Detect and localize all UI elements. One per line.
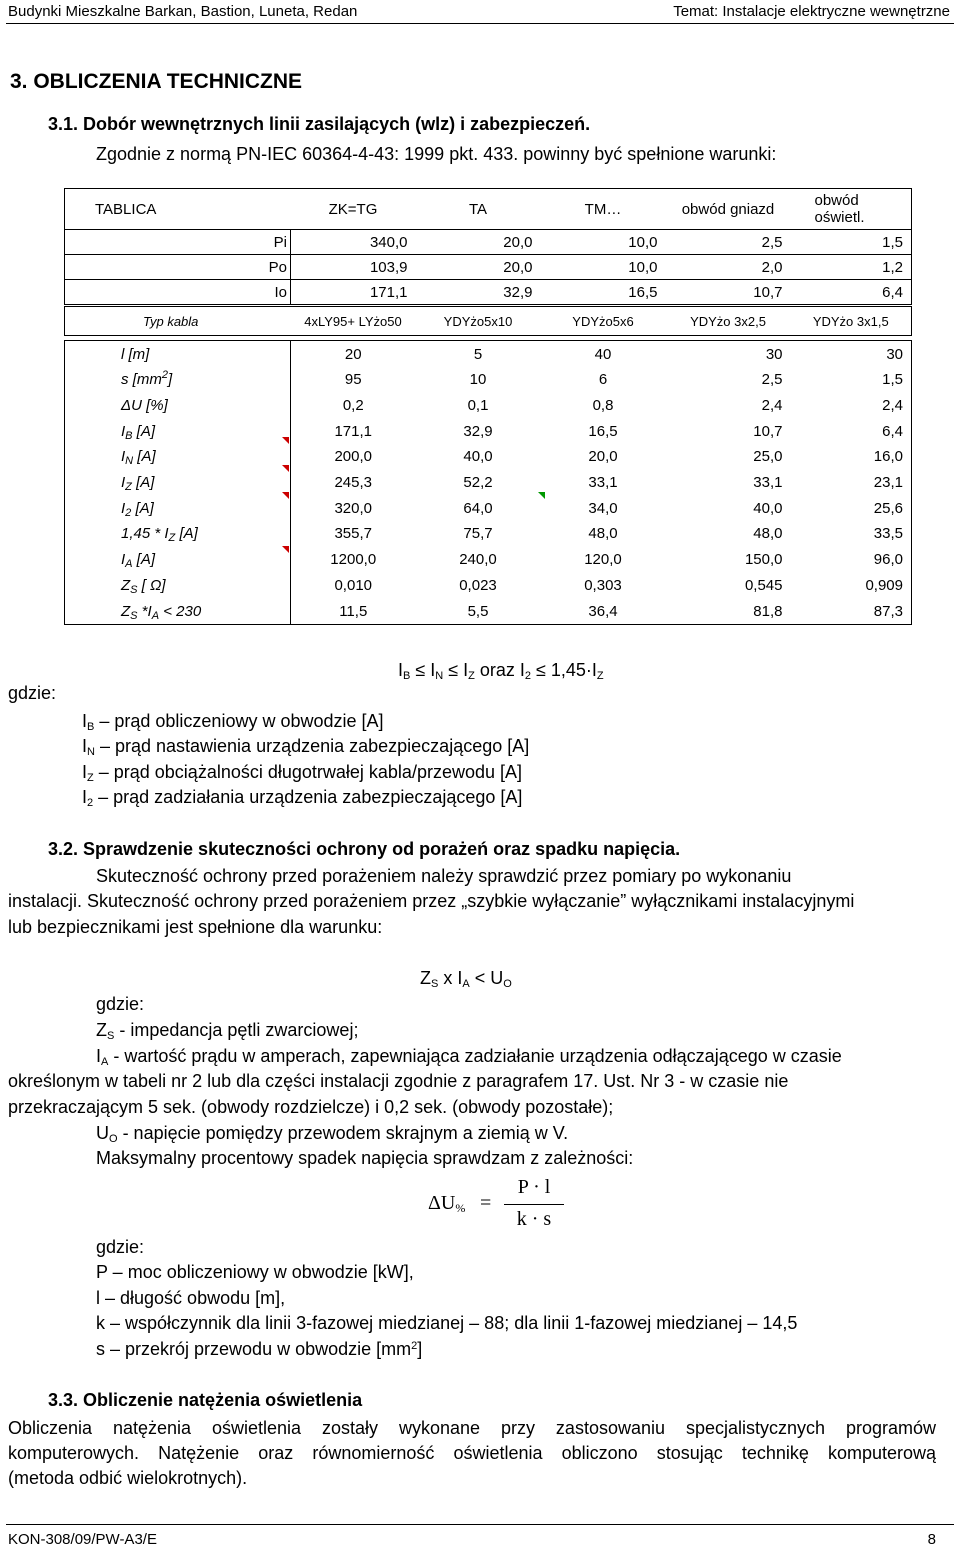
cell: 0,023 <box>459 576 497 594</box>
subsection-title: 3.3. Obliczenie natężenia oświetlenia <box>48 1390 363 1410</box>
row-label: Pi <box>273 233 287 251</box>
cell: 40,0 <box>753 499 783 517</box>
cell: 0,2 <box>291 393 416 419</box>
row-label: $Z_S$ [ Ω] <box>121 576 166 596</box>
header-right: Temat: Instalacje elektryczne wewnętrzne <box>673 3 950 20</box>
cell: 0,010 <box>291 573 416 599</box>
table-row <box>65 598 912 624</box>
cell: 16,0 <box>873 448 903 466</box>
table-row <box>65 341 912 368</box>
cell: 40 <box>594 345 612 363</box>
cell: 2,0 <box>761 258 783 276</box>
cell: 95 <box>291 367 416 393</box>
cell: 171,1 <box>291 418 416 444</box>
cell: 5 <box>473 345 483 363</box>
header-left: Budynki Mieszkalne Barkan, Bastion, Luneta, Redan <box>8 3 358 20</box>
footer-divider <box>6 1524 954 1525</box>
table-row <box>65 418 912 444</box>
comment-marker <box>538 492 545 499</box>
column-header: TM… <box>584 200 622 218</box>
where-label: gdzie: <box>96 994 145 1014</box>
paragraph-line: Skuteczność ochrony przed porażeniem należy sprawdzić przez pomiary po wykonaniu <box>96 866 792 886</box>
row-label: $I_B$ [A] <box>121 422 156 442</box>
paragraph-line: komputerowych. Natężenie oraz równomierność oświetlenia obliczono stosując technikę komputerową <box>8 1443 936 1463</box>
cell: 6,4 <box>882 283 903 301</box>
cell: 320,0 <box>291 495 416 521</box>
comment-marker <box>282 492 289 499</box>
definition-line: $I_Z$ – prąd obciążalności długotrwałej kabla/przewodu [A] <box>82 762 522 784</box>
table-row <box>65 547 912 573</box>
cell: 32,9 <box>463 422 493 440</box>
column-header: TA <box>468 200 488 218</box>
comment-marker <box>282 437 289 444</box>
cell: YDYżo 3x1,5 <box>812 313 889 329</box>
cell: 355,7 <box>291 521 416 547</box>
page-number: 8 <box>927 1531 936 1548</box>
paragraph-line: instalacji. Skuteczność ochrony przed porażeniem przez „szybkie wyłączanie” wyłącznikami instalacyjnymi <box>8 891 855 911</box>
cell: 4xLY95+ LYżo50 <box>304 313 402 329</box>
cell: 1,5 <box>882 233 903 251</box>
cell: 48,0 <box>753 525 783 543</box>
cell: 30 <box>765 345 783 363</box>
cell: 25,0 <box>753 448 783 466</box>
row-label: $1,45 * I_Z$ [A] <box>121 525 198 545</box>
paragraph-line: przekraczającym 5 sek. (obwody rozdzielcze) i 0,2 sek. (obwody pozostałe); <box>8 1097 614 1117</box>
paragraph-line: określonym w tabeli nr 2 lub dla części instalacji zgodnie z paragrafem 17. Ust. Nr 3 - w czasie nie <box>8 1071 789 1091</box>
table-row <box>65 521 912 547</box>
definition-line: $U_O$ - napięcie pomiędzy przewodem skrajnym a ziemią w V. <box>96 1123 569 1145</box>
cell: 20 <box>291 341 416 368</box>
cell: 16,5 <box>628 283 658 301</box>
where-label: gdzie: <box>96 1237 145 1257</box>
cell: 1200,0 <box>291 547 416 573</box>
row-label: s $[mm^2]$ <box>121 369 173 389</box>
row-label: $I_N$ [A] <box>121 448 156 468</box>
cell: 33,5 <box>873 525 903 543</box>
table-corner: TABLICA <box>95 200 157 218</box>
cell: YDYżo5x6 <box>572 313 634 329</box>
cell: 0,545 <box>744 576 783 594</box>
cell: 6 <box>598 371 608 389</box>
cell: 30 <box>886 345 903 363</box>
row-label: l [m] <box>121 345 150 363</box>
calc-table <box>64 340 912 625</box>
definition-line: $I_2$ – prąd zadziałania urządzenia zabezpieczającego [A] <box>82 787 523 809</box>
cell: 0,8 <box>592 397 614 415</box>
cell: 200,0 <box>291 444 416 470</box>
cell: 33,1 <box>753 474 783 492</box>
cell: 52,2 <box>463 474 493 492</box>
subsection-title: 3.2. Sprawdzenie skuteczności ochrony od porażeń oraz spadku napięcia. <box>48 839 681 859</box>
cell: 64,0 <box>463 499 493 517</box>
cell: 6,4 <box>882 422 903 440</box>
column-header: ZK=TG <box>328 200 378 218</box>
cell: 0,303 <box>584 576 622 594</box>
definition-line: $Z_S$ - impedancja pętli zwarciowej; <box>96 1020 359 1042</box>
cell: 2,4 <box>761 397 783 415</box>
table-row <box>65 470 912 496</box>
cell: YDYżo5x10 <box>443 313 513 329</box>
cell: 34,0 <box>588 499 618 517</box>
cell: 171,1 <box>291 280 416 305</box>
comment-marker <box>282 465 289 472</box>
table-row <box>65 255 912 280</box>
table-row <box>65 367 912 393</box>
fraction-bar <box>504 1204 564 1205</box>
row-label: $I_A$ [A] <box>121 551 156 571</box>
cell: 103,9 <box>291 255 416 280</box>
definition-line: $I_A$ - wartość prądu w amperach, zapewniająca zadziałanie urządzenia odłączającego w czasie <box>96 1046 842 1068</box>
cell: 2,5 <box>761 371 783 389</box>
table-row <box>65 393 912 419</box>
cell: 150,0 <box>744 551 783 569</box>
cell: 32,9 <box>503 283 533 301</box>
cell: 16,5 <box>588 422 618 440</box>
cell: 10,0 <box>628 233 658 251</box>
table-row <box>65 573 912 599</box>
row-label: Io <box>274 283 287 301</box>
section-title: 3. OBLICZENIA TECHNICZNE <box>10 70 303 93</box>
table-row <box>65 280 912 305</box>
cell: 0,1 <box>467 397 489 415</box>
header-divider <box>6 23 954 24</box>
row-label: ΔU [%] <box>121 397 168 415</box>
paragraph-line: lub bezpiecznikami jest spełnione dla warunku: <box>8 917 383 937</box>
cell: 10,7 <box>753 283 783 301</box>
formula-denominator: k · s <box>516 1208 552 1230</box>
cell: 1,5 <box>882 371 903 389</box>
cell: YDYżo 3x2,5 <box>690 313 766 329</box>
cell: 11,5 <box>291 598 416 624</box>
cell: 5,5 <box>467 602 489 620</box>
row-label: Po <box>268 258 287 276</box>
cable-type-table <box>64 306 912 336</box>
footer-left: KON-308/09/PW-A3/E <box>8 1531 157 1548</box>
table-row <box>65 230 912 255</box>
load-table-header <box>65 189 912 230</box>
cell: 2,4 <box>882 397 903 415</box>
definition-line: l – długość obwodu [m], <box>96 1288 286 1308</box>
paragraph-line: Obliczenia natężenia oświetlenia zostały wykonane przy zastosowaniu specjalistycznych programów <box>8 1418 936 1438</box>
cell: 10 <box>469 371 487 389</box>
table-row <box>65 495 912 521</box>
row-label: $Z_S$ $*I_A < 230$ <box>121 602 202 622</box>
column-header: obwód oświetl. <box>814 192 865 226</box>
cell: 20,0 <box>503 233 533 251</box>
cell: 40,0 <box>463 448 493 466</box>
definition-line: $I_B$ – prąd obliczeniowy w obwodzie [A] <box>82 711 384 733</box>
cell: 87,3 <box>873 602 903 620</box>
cell: 245,3 <box>291 470 416 496</box>
definition-line: k – współczynnik dla linii 3-fazowej miedzianej – 88; dla linii 1-fazowej miedzianej – 14,5 <box>96 1313 798 1333</box>
cell: 340,0 <box>291 230 416 255</box>
cell: 96,0 <box>873 551 903 569</box>
cell: 25,6 <box>873 499 903 517</box>
cell: 81,8 <box>753 602 783 620</box>
load-table <box>64 188 912 305</box>
comment-marker <box>282 546 289 553</box>
column-header: obwód gniazd <box>681 200 775 218</box>
cell: 2,5 <box>761 233 783 251</box>
table-row <box>65 444 912 470</box>
formula-numerator: P · l <box>517 1176 551 1198</box>
paragraph-line: Maksymalny procentowy spadek napięcia sprawdzam z zależności: <box>96 1148 634 1168</box>
cell: 10,0 <box>628 258 658 276</box>
cable-label: Typ kabla <box>143 313 199 329</box>
cell: 10,7 <box>753 422 783 440</box>
cell: 33,1 <box>588 474 618 492</box>
intro-text: Zgodnie z normą PN-IEC 60364-4-43: 1999 pkt. 433. powinny być spełnione warunki: <box>96 144 777 164</box>
condition-formula: $I_B \le I_N \le I_Z$ oraz $I_2 \le 1,45\cdot I_Z$ <box>398 660 604 682</box>
equals-sign: = <box>480 1192 492 1214</box>
cell: 36,4 <box>588 602 618 620</box>
definition-line: s – przekrój przewodu w obwodzie $[mm^2]$ <box>96 1339 423 1359</box>
cell: 20,0 <box>503 258 533 276</box>
cell: 240,0 <box>459 551 497 569</box>
row-label: $I_Z$ [A] <box>121 474 155 494</box>
cell: 120,0 <box>584 551 622 569</box>
row-label: $I_2$ [A] <box>121 499 154 519</box>
paragraph-line: (metoda odbić wielokrotnych). <box>8 1468 248 1488</box>
protection-formula: $Z_S$ x $I_A < U_O$ <box>420 968 512 990</box>
definition-line: P – moc obliczeniowy w obwodzie [kW], <box>96 1262 414 1282</box>
cell: 0,909 <box>865 576 903 594</box>
cell: 75,7 <box>463 525 493 543</box>
subsection-title: 3.1. Dobór wewnętrznych linii zasilających (wlz) i zabezpieczeń. <box>48 114 591 134</box>
definition-line: $I_N$ – prąd nastawienia urządzenia zabezpieczającego [A] <box>82 736 530 758</box>
cell: 48,0 <box>588 525 618 543</box>
cell: 20,0 <box>588 448 618 466</box>
where-label: gdzie: <box>8 683 57 703</box>
cell: 1,2 <box>882 258 903 276</box>
cell: 23,1 <box>873 474 903 492</box>
